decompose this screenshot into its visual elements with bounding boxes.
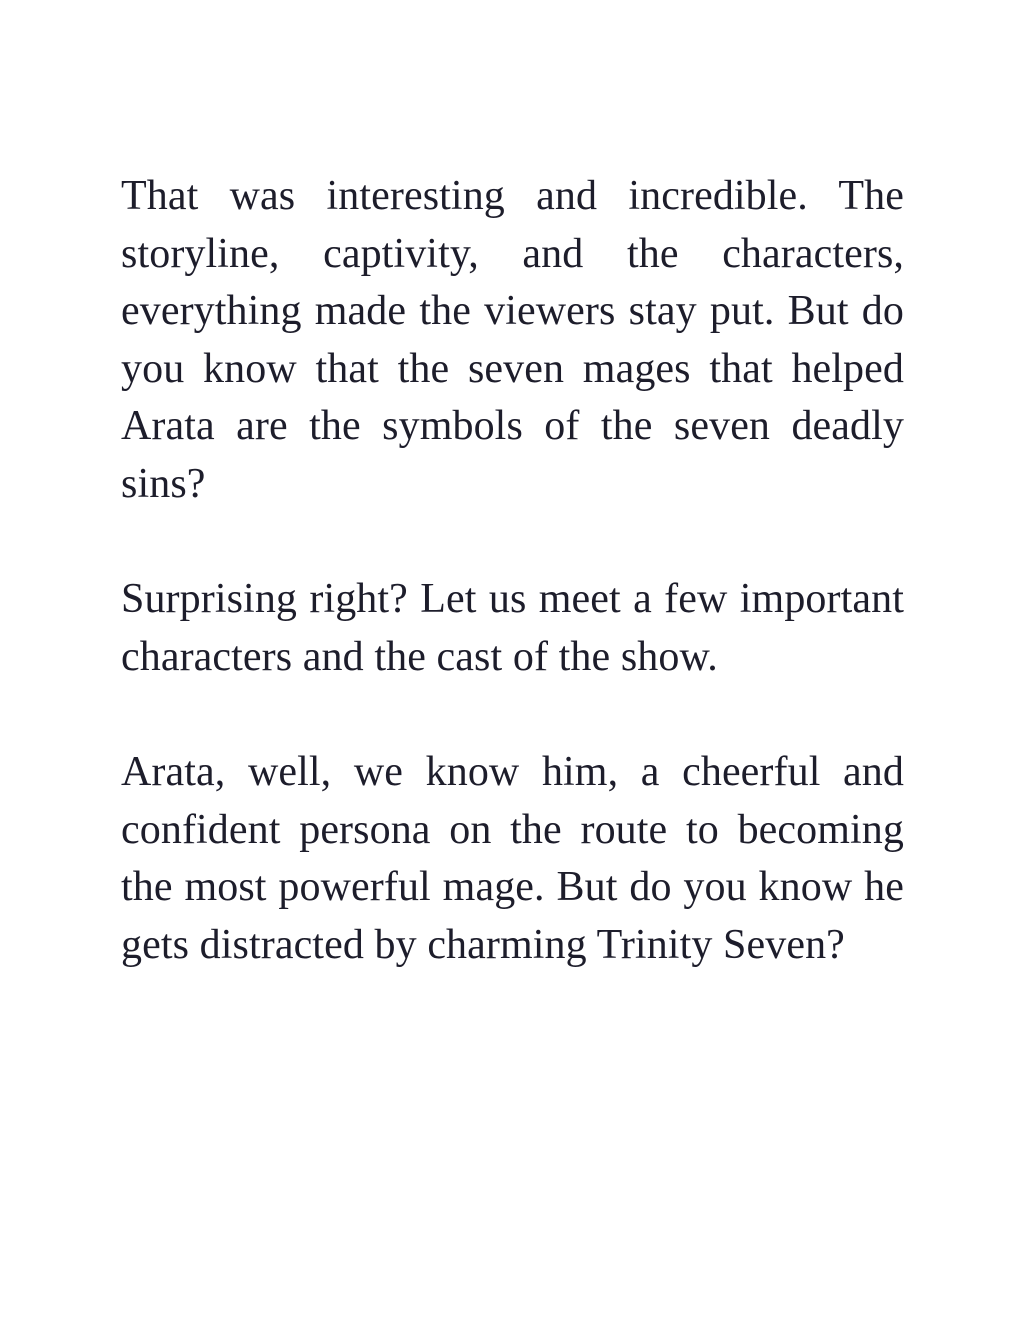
- paragraph-arata: Arata, well, we know him, a cheerful and confident persona on the route to becoming the most powerful mage. But do you know he gets distracted by charming Trinity Seven?: [121, 749, 904, 968]
- document-body: [121, 168, 904, 1032]
- paragraph-surprise: Surprising right? Let us meet a few important characters and the cast of the show.: [121, 576, 904, 680]
- paragraph-intro: That was interesting and incredible. The storyline, captivity, and the characters, everything made the viewers stay put. But do you know that the seven mages that helped Arata are the symbols of the seven deadly sins?: [121, 173, 904, 507]
